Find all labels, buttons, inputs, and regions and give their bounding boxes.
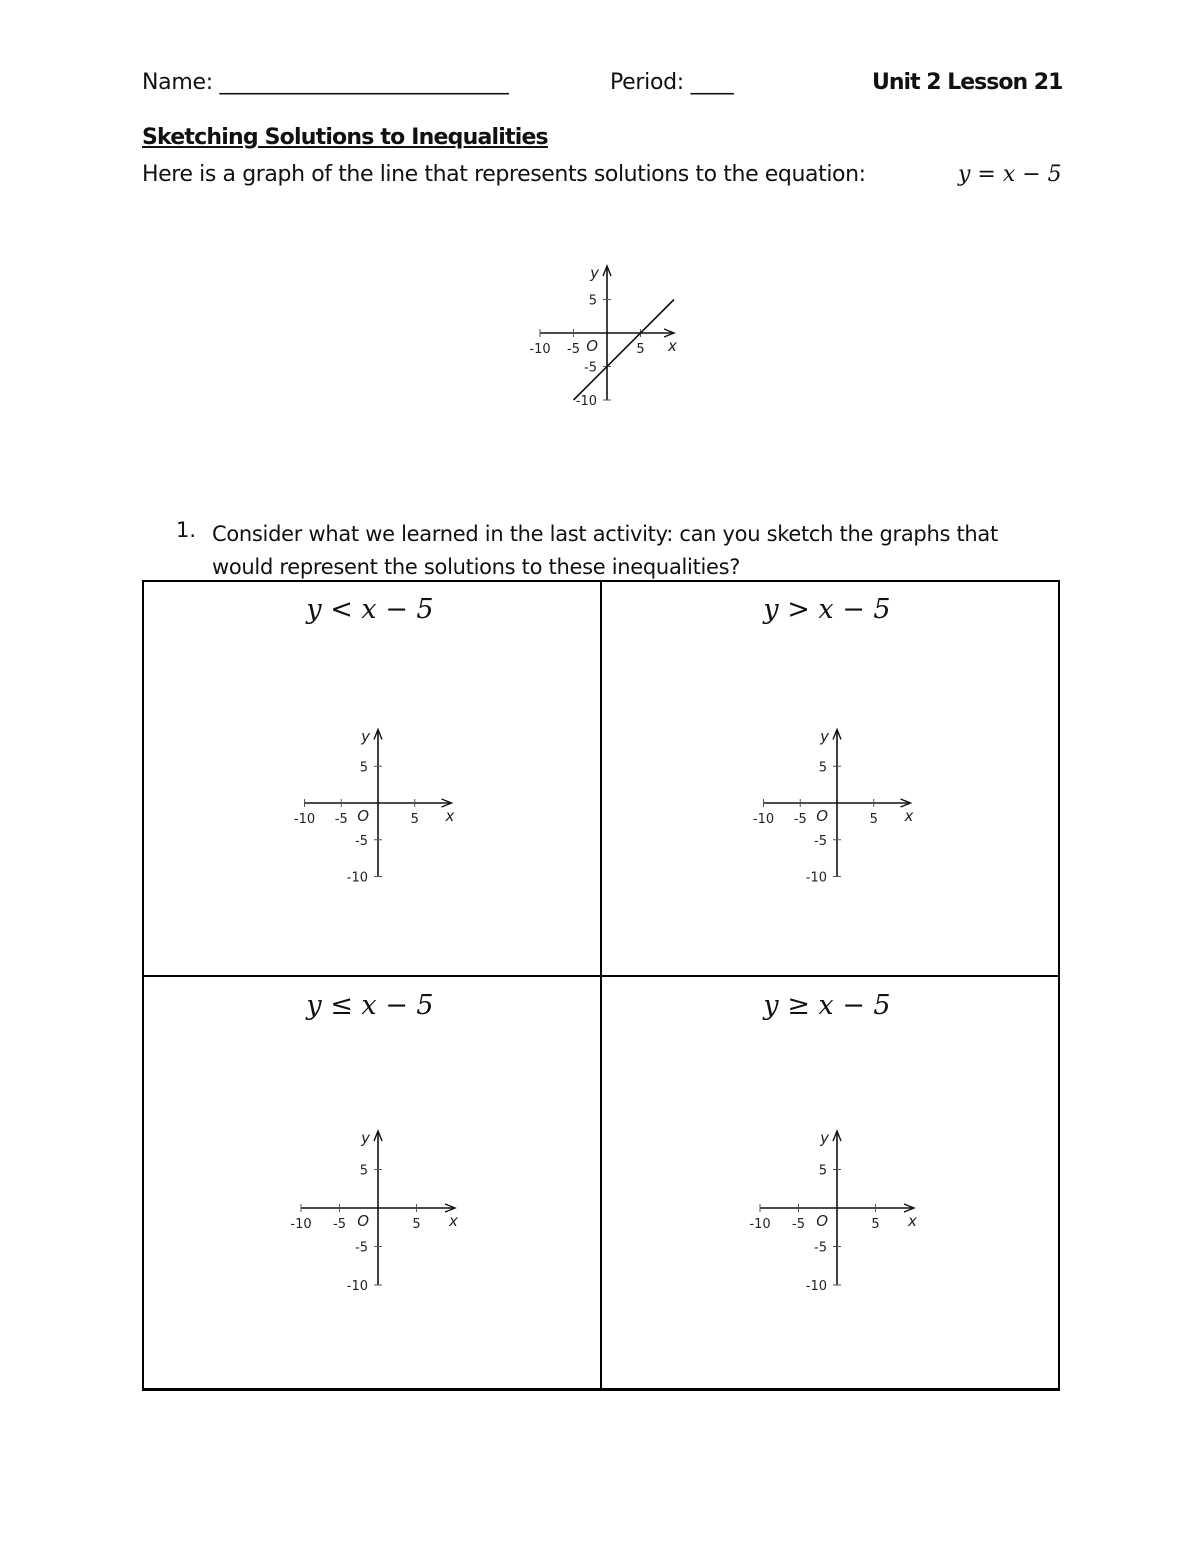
main-y-label: y xyxy=(590,264,599,282)
plane-less-than-y-label: y xyxy=(361,727,370,746)
plane-greater-equal-x-label: x xyxy=(908,1212,917,1230)
plane-less-than-x-label: x xyxy=(445,807,455,825)
sketch-plane-less-equal[interactable] xyxy=(290,1129,458,1294)
plane-less-equal-origin-label: O xyxy=(357,1212,369,1230)
sketch-plane-greater-equal[interactable] xyxy=(749,1129,917,1294)
main-x-tick-label: -5 xyxy=(567,342,580,357)
intro-equation: y = x − 5 xyxy=(958,162,1062,187)
plane-less-than-y-tick-label: -5 xyxy=(355,833,368,849)
plane-less-equal-y-tick-label: 5 xyxy=(359,1163,368,1179)
plane-greater-than-x-label: x xyxy=(904,807,914,825)
main-x-tick-label: 5 xyxy=(636,342,645,357)
plane-less-than-x-tick-label: -10 xyxy=(293,812,316,827)
question-text: Consider what we learned in the last activity: can you sketch the graphs that would represent the solutions to these inequalities? xyxy=(212,522,998,579)
plane-greater-equal-y-tick-label: -5 xyxy=(814,1240,827,1256)
inequality-less-equal: y ≤ x − 5 xyxy=(306,990,434,1021)
plane-less-than-x-tick-label: 5 xyxy=(410,812,419,827)
name-field[interactable]: Name: ___________________________ xyxy=(142,70,509,95)
plane-greater-equal-x-tick-label: -10 xyxy=(749,1217,771,1232)
plane-greater-equal-y-label: y xyxy=(820,1129,829,1147)
plane-less-than-origin-label: O xyxy=(357,807,369,825)
inequality-less-than: y < x − 5 xyxy=(306,594,434,625)
main-y-tick-label: -10 xyxy=(575,394,597,409)
question-number: 1. xyxy=(176,518,197,542)
plane-greater-equal-origin-label: O xyxy=(816,1212,828,1230)
plane-greater-than-y-tick-label: 5 xyxy=(818,760,827,776)
main-x-tick-label: -10 xyxy=(529,342,551,357)
plane-greater-equal-x-tick-label: -5 xyxy=(792,1217,805,1232)
inequality-greater-equal: y ≥ x − 5 xyxy=(763,990,891,1021)
plane-less-than-y-tick-label: 5 xyxy=(359,760,368,776)
sketch-plane-less-than[interactable] xyxy=(294,728,455,886)
main-x-label: x xyxy=(668,337,677,355)
main-y-tick-label: 5 xyxy=(588,293,597,309)
plane-greater-than-y-tick-label: -10 xyxy=(805,870,827,886)
lesson-label: Unit 2 Lesson 21 xyxy=(872,70,1063,95)
plane-less-equal-x-tick-label: 5 xyxy=(412,1217,421,1232)
plane-less-equal-x-tick-label: -10 xyxy=(290,1217,312,1232)
inequality-greater-than: y > x − 5 xyxy=(763,594,891,625)
plane-greater-than-y-label: y xyxy=(820,727,829,746)
main-y-tick-label: -5 xyxy=(584,360,597,376)
plane-greater-than-origin-label: O xyxy=(816,807,828,825)
intro-text: Here is a graph of the line that represents solutions to the equation: xyxy=(142,162,866,187)
plane-less-equal-y-label: y xyxy=(361,1129,370,1147)
plane-greater-equal-x-tick-label: 5 xyxy=(871,1217,880,1232)
plane-greater-than-x-tick-label: -5 xyxy=(793,812,807,827)
plane-greater-than-x-tick-label: -10 xyxy=(752,812,775,827)
period-field[interactable]: Period: ____ xyxy=(610,70,734,95)
plane-less-equal-y-tick-label: -10 xyxy=(346,1279,368,1294)
plane-less-equal-x-label: x xyxy=(449,1212,458,1230)
plane-greater-than-y-tick-label: -5 xyxy=(814,833,827,849)
plane-less-than-x-tick-label: -5 xyxy=(334,812,348,827)
page-title: Sketching Solutions to Inequalities xyxy=(142,125,548,150)
plane-greater-equal-y-tick-label: -10 xyxy=(805,1279,827,1294)
plane-less-equal-y-tick-label: -5 xyxy=(355,1240,368,1256)
plane-greater-than-x-tick-label: 5 xyxy=(869,812,878,827)
main-origin-label: O xyxy=(586,337,598,355)
sketch-plane-greater-than[interactable] xyxy=(753,728,914,886)
plane-less-than-y-tick-label: -10 xyxy=(346,870,368,886)
plane-less-equal-x-tick-label: -5 xyxy=(333,1217,346,1232)
plane-greater-equal-y-tick-label: 5 xyxy=(818,1163,827,1179)
